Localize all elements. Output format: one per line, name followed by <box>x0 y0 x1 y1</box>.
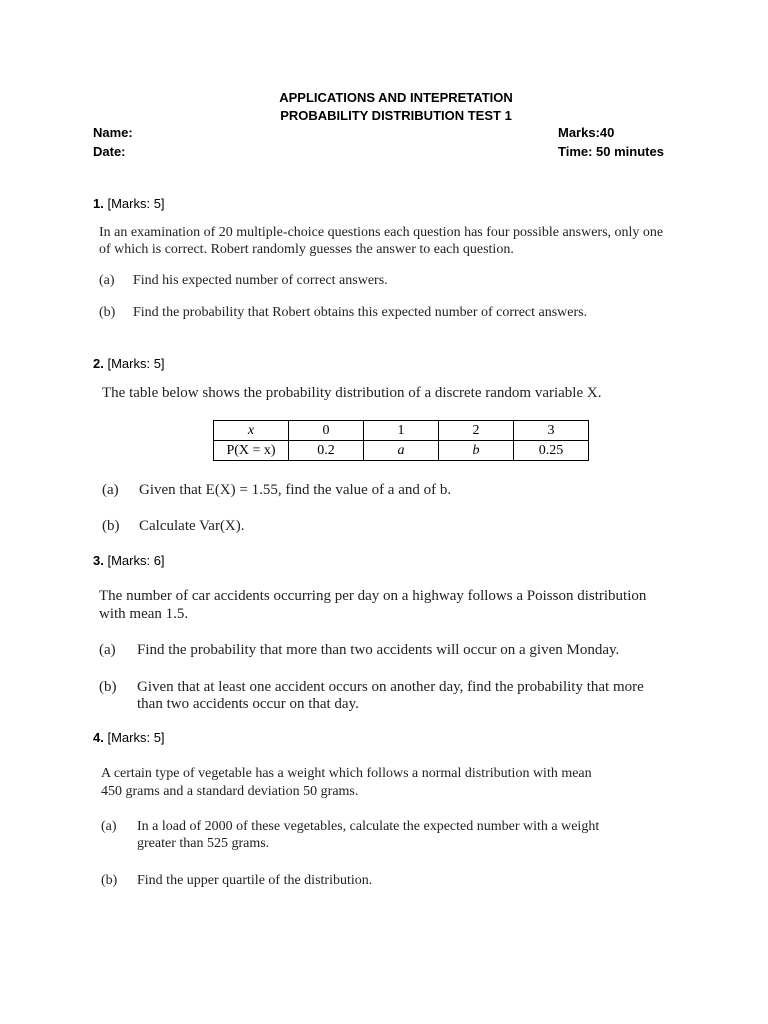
table-header-p: P(X = x) <box>214 441 289 461</box>
part-label: (a) <box>102 482 119 498</box>
part-text: Find the probability that Robert obtains this expected number of correct answers. <box>133 305 588 320</box>
part-text: Find the upper quartile of the distribution. <box>137 873 373 888</box>
part-label: (a) <box>99 642 116 658</box>
time-label: Time: 50 minutes <box>558 144 664 159</box>
part-text: Find the probability that more than two accidents will occur on a given Monday. <box>137 642 620 658</box>
table-row-x <box>214 421 589 441</box>
question-1-part-b <box>99 305 588 321</box>
question-4-heading <box>93 730 165 745</box>
question-number: 4. <box>93 730 104 745</box>
table-header-x: x <box>214 421 289 441</box>
question-marks: [Marks: 6] <box>107 553 165 568</box>
part-text: Given that E(X) = 1.55, find the value of a and of b. <box>139 482 452 498</box>
question-4-part-b <box>101 873 373 889</box>
table-cell-x: 3 <box>514 421 589 441</box>
test-title-line2: PROBABILITY DISTRIBUTION TEST 1 <box>280 108 512 123</box>
question-3-part-b <box>99 679 644 712</box>
table-cell-p: 0.2 <box>289 441 364 461</box>
probability-distribution-table <box>213 420 589 461</box>
part-text: Find his expected number of correct answers. <box>133 273 388 288</box>
question-4-stem-line2: 450 grams and a standard deviation 50 grams. <box>101 784 359 799</box>
question-number: 1. <box>93 196 104 211</box>
part-label: (b) <box>99 679 117 695</box>
question-marks: [Marks: 5] <box>107 196 165 211</box>
question-3-part-a <box>99 642 620 659</box>
question-marks: [Marks: 5] <box>107 356 165 371</box>
question-3-stem-line2: with mean 1.5. <box>99 606 189 622</box>
question-number: 3. <box>93 553 104 568</box>
table-cell-x: 0 <box>289 421 364 441</box>
question-1-heading <box>93 196 165 211</box>
marks-label: Marks:40 <box>558 125 615 140</box>
question-marks: [Marks: 5] <box>107 730 165 745</box>
part-text: Calculate Var(X). <box>139 518 245 534</box>
part-text-line2: than two accidents occur on that day. <box>137 696 359 712</box>
part-label: (b) <box>102 518 120 534</box>
question-2-part-b <box>102 518 245 535</box>
part-text: Given that at least one accident occurs on another day, find the probability that more <box>137 679 644 695</box>
test-title-line1: APPLICATIONS AND INTEPRETATION <box>279 90 513 105</box>
table-cell-p: a <box>364 441 439 461</box>
table-cell-p: b <box>439 441 514 461</box>
question-2-part-a <box>102 482 452 499</box>
part-label: (a) <box>99 273 115 288</box>
question-1-stem-line1: In an examination of 20 multiple-choice questions each question has four possible answers, only one <box>99 225 664 240</box>
question-3-heading <box>93 553 165 568</box>
question-1-stem-line2: of which is correct. Robert randomly guesses the answer to each question. <box>99 242 514 257</box>
question-3-stem-line1: The number of car accidents occurring per day on a highway follows a Poisson distribution <box>99 588 647 604</box>
part-text: In a load of 2000 of these vegetables, calculate the expected number with a weight <box>137 819 600 834</box>
table-row-p <box>214 441 589 461</box>
table-cell-x: 1 <box>364 421 439 441</box>
part-label: (b) <box>99 305 116 320</box>
question-1-part-a <box>99 273 388 289</box>
question-2-stem-line1: The table below shows the probability distribution of a discrete random variable X. <box>102 385 602 401</box>
table-cell-x: 2 <box>439 421 514 441</box>
question-2-heading <box>93 356 165 371</box>
name-label: Name: <box>93 125 133 140</box>
question-number: 2. <box>93 356 104 371</box>
date-label: Date: <box>93 144 126 159</box>
table-cell-p: 0.25 <box>514 441 589 461</box>
part-label: (b) <box>101 873 118 888</box>
question-4-stem-line1: A certain type of vegetable has a weight which follows a normal distribution with mean <box>101 766 592 781</box>
part-label: (a) <box>101 819 117 834</box>
part-text-line2: greater than 525 grams. <box>137 836 270 851</box>
question-4-part-a <box>101 819 600 851</box>
